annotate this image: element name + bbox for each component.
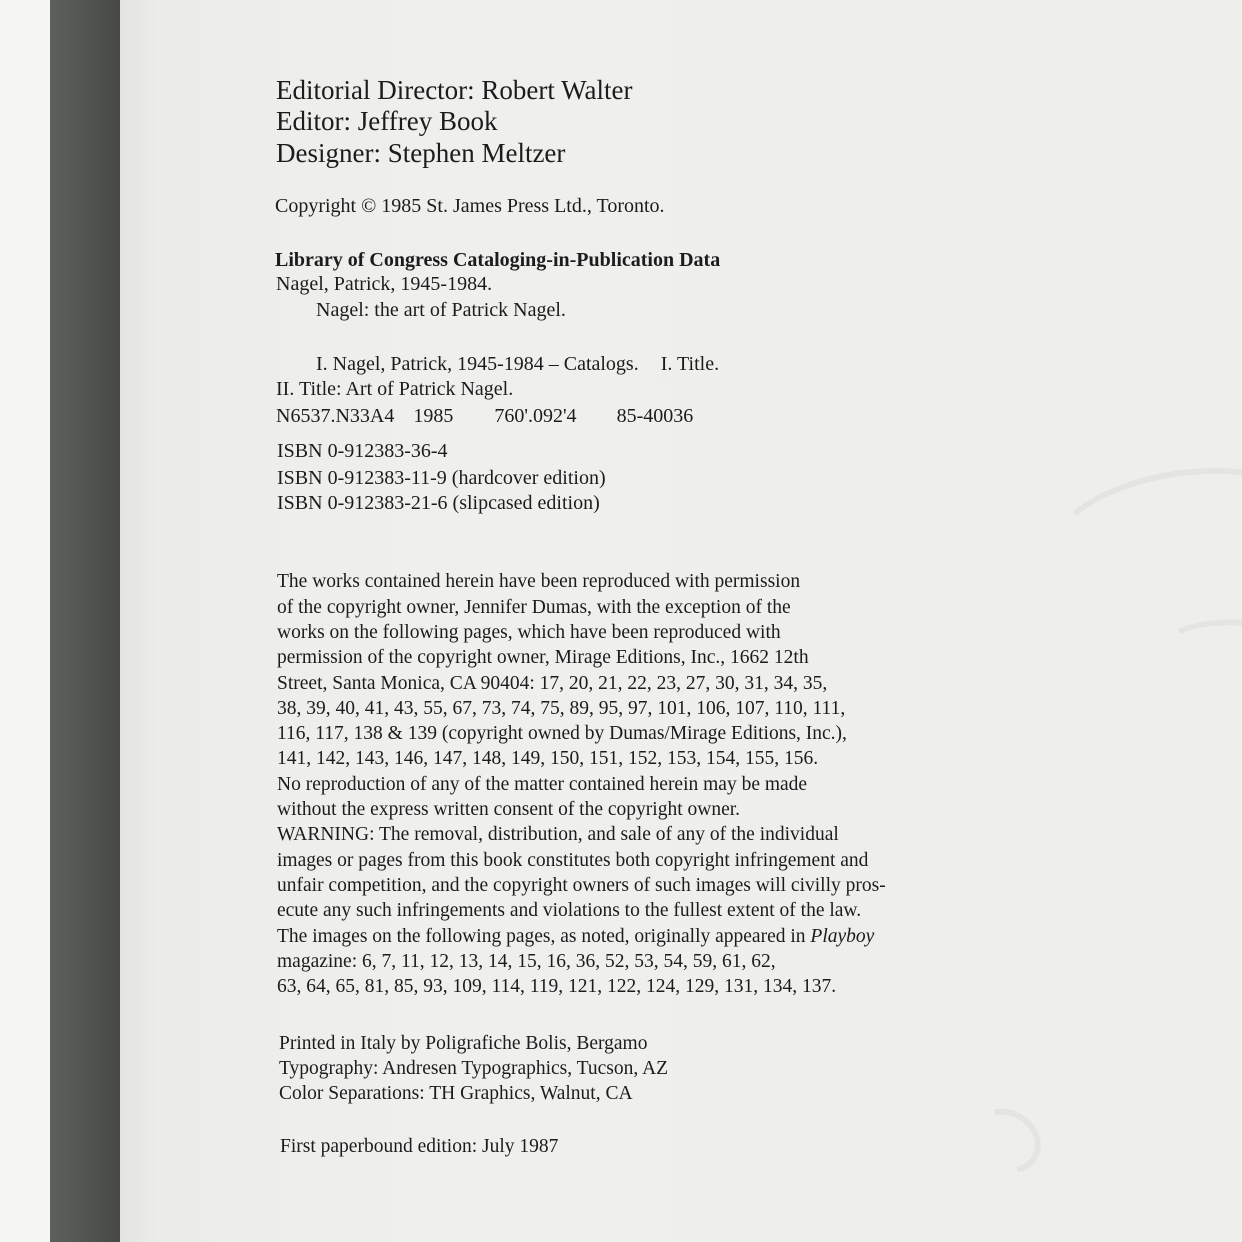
isbn-line: ISBN 0-912383-11-9 (hardcover edition) bbox=[277, 467, 606, 489]
credit-editorial-director: Editorial Director: Robert Walter bbox=[276, 75, 633, 105]
playboy-note-text: The images on the following pages, as noted, originally appeared in bbox=[277, 926, 811, 947]
cip-heading: Library of Congress Cataloging-in-Publication Data bbox=[275, 249, 721, 271]
edition-note: First paperbound edition: July 1987 bbox=[280, 1136, 559, 1157]
show-through-artwork bbox=[1157, 613, 1242, 700]
background-edge bbox=[0, 0, 50, 1242]
credit-editor: Editor: Jeffrey Book bbox=[276, 106, 498, 136]
show-through-artwork bbox=[959, 1096, 1052, 1186]
permissions-line: 38, 39, 40, 41, 43, 55, 67, 73, 74, 75, 89, 95, 97, 101, 106, 107, 110, 111, bbox=[277, 698, 846, 719]
book-spine bbox=[50, 0, 120, 1242]
cip-class-number: N6537.N33A4 bbox=[276, 405, 395, 427]
permissions-line: unfair competition, and the copyright owners of such images will civilly pros- bbox=[277, 875, 886, 896]
permissions-line: WARNING: The removal, distribution, and sale of any of the individual bbox=[277, 824, 839, 845]
permissions-line: permission of the copyright owner, Mirage Editions, Inc., 1662 12th bbox=[277, 647, 809, 668]
isbn-line: ISBN 0-912383-36-4 bbox=[277, 440, 448, 462]
cip-alt-title: II. Title: Art of Patrick Nagel. bbox=[276, 378, 514, 400]
permissions-line: No reproduction of any of the matter contained herein may be made bbox=[277, 774, 808, 795]
copyright-notice: Copyright © 1985 St. James Press Ltd., Toronto. bbox=[275, 195, 665, 217]
cip-subject-catalogs: I. Nagel, Patrick, 1945-1984 – Catalogs. bbox=[316, 353, 639, 375]
printing-line: Printed in Italy by Poligrafiche Bolis, Bergamo bbox=[279, 1033, 648, 1054]
playboy-title: Playboy bbox=[810, 926, 875, 947]
playboy-pages-line: magazine: 6, 7, 11, 12, 13, 14, 15, 16, 36, 52, 53, 54, 59, 61, 62, bbox=[277, 951, 776, 972]
permissions-line: without the express written consent of the copyright owner. bbox=[277, 799, 741, 820]
cip-class-year: 1985 bbox=[413, 405, 454, 427]
printing-line: Typography: Andresen Typographics, Tucson, AZ bbox=[279, 1058, 669, 1079]
permissions-line: 116, 117, 138 & 139 (copyright owned by Dumas/Mirage Editions, Inc.), bbox=[277, 723, 847, 744]
show-through-artwork bbox=[1042, 452, 1242, 621]
playboy-pages-line: 63, 64, 65, 81, 85, 93, 109, 114, 119, 121, 122, 124, 129, 131, 134, 137. bbox=[277, 976, 837, 997]
permissions-line: 141, 142, 143, 146, 147, 148, 149, 150, 151, 152, 153, 154, 155, 156. bbox=[277, 748, 819, 769]
permissions-line: ecute any such infringements and violations to the fullest extent of the law. bbox=[277, 900, 862, 921]
cip-lccn: 85-40036 bbox=[616, 405, 694, 427]
isbn-line: ISBN 0-912383-21-6 (slipcased edition) bbox=[277, 492, 600, 514]
cip-subject-title: I. Title. bbox=[660, 353, 720, 375]
credit-designer: Designer: Stephen Meltzer bbox=[276, 138, 566, 168]
permissions-line: The works contained herein have been reproduced with permission bbox=[277, 571, 801, 592]
permissions-line: of the copyright owner, Jennifer Dumas, with the exception of the bbox=[277, 597, 791, 618]
cip-dewey: 760'.092'4 bbox=[494, 405, 577, 427]
cip-subjects bbox=[316, 353, 719, 376]
permissions-line: Street, Santa Monica, CA 90404: 17, 20, 21, 22, 23, 27, 30, 31, 34, 35, bbox=[277, 673, 828, 694]
copyright-page bbox=[120, 0, 1242, 1242]
printing-line: Color Separations: TH Graphics, Walnut, CA bbox=[279, 1083, 633, 1104]
permissions-line: works on the following pages, which have been reproduced with bbox=[277, 622, 781, 643]
permissions-line: images or pages from this book constitutes both copyright infringement and bbox=[277, 850, 869, 871]
playboy-note-line bbox=[277, 926, 874, 948]
cip-title: Nagel: the art of Patrick Nagel. bbox=[316, 299, 566, 321]
cip-author: Nagel, Patrick, 1945-1984. bbox=[276, 273, 493, 295]
cip-classification bbox=[276, 405, 693, 428]
